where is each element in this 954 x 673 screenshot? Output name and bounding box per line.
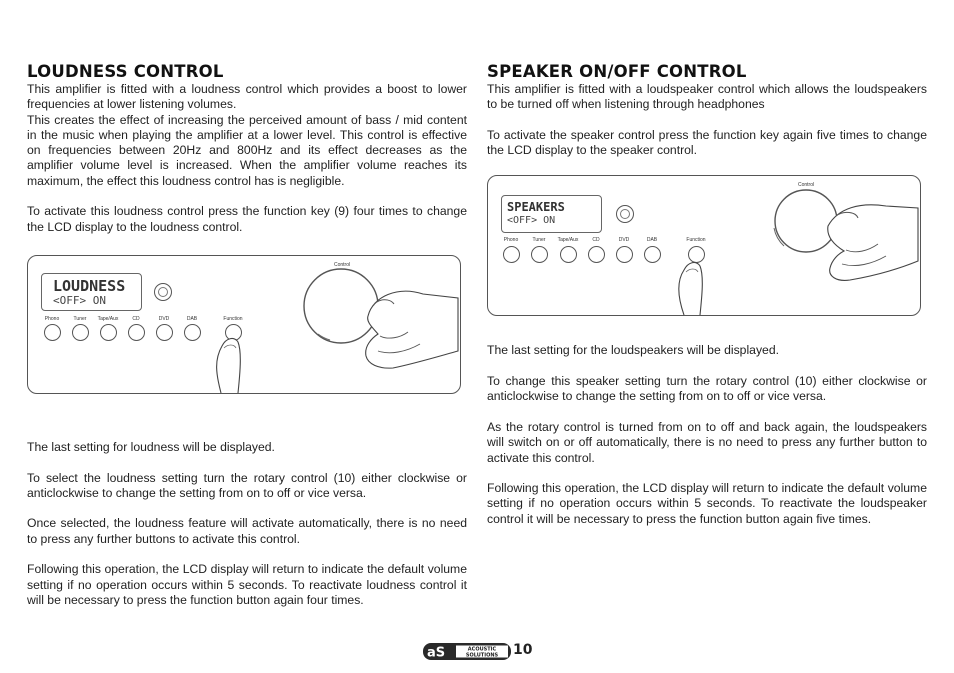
loudness-paragraph-4: The last setting for loudness will be displayed. [27,439,275,454]
speaker-paragraph-4: To change this speaker setting turn the rotary control (10) either clockwise or anticlockwise to change the setting from on to off or vice versa. [487,374,927,404]
loudness-paragraph-5: To select the loudness setting turn the rotary control (10) either clockwise or anticlockwise to change the setting from on to off or vice versa. [27,470,467,500]
loudness-paragraph-1: This amplifier is fitted with a loudness control which provides a boost to lower frequencies at lower listening volumes. [27,82,467,112]
label-dvd: DVD [618,237,630,244]
label-tuner: Tuner [73,315,87,322]
logo-line-1: ACOUSTIC [467,646,497,653]
speaker-section [487,62,927,527]
label-dab: DAB [646,237,658,244]
lcd-line-2: <OFF> ON [53,293,106,307]
label-phono: Phono [503,237,519,244]
acoustic-solutions-logo [423,643,511,660]
hand-on-knob-drawing [488,176,920,315]
page-number: 10 [513,642,533,658]
loudness-paragraph-7: Following this operation, the LCD display will return to indicate the default volume setting if no operation occurs within 5 seconds. To reactivate loudness control it will be necessary to press the function button again four times. [27,562,467,607]
speaker-paragraph-3: The last setting for the loudspeakers will be displayed. [487,343,779,358]
loudness-paragraph-2: This creates the effect of increasing the perceived amount of bass / mid content in the music when playing the amplifier at a lower level. This control is effective on frequencies between 20Hz and 800Hz and its effect decreases as the amplifier volume level is increased. When the amplifier volume reaches its maximum, the effect this loudness control has is negligible. [27,112,467,188]
lcd-line-2: <OFF> ON [507,215,556,227]
speaker-paragraph-6: Following this operation, the LCD display will return to indicate the default volume setting if no operation occurs within 5 seconds. To reactivate the loudspeaker control it will be necessary to press the function button again five times. [487,481,927,526]
label-phono: Phono [44,315,60,322]
label-tape-aux: Tape/Aux [97,315,119,322]
label-function: Function [686,237,706,244]
loudness-section [27,62,467,608]
speaker-panel-illustration [487,175,921,316]
label-function: Function [223,315,243,322]
label-tuner: Tuner [532,237,546,244]
logo-mark: aS [427,645,446,660]
hand-on-knob-drawing [28,256,460,393]
speaker-heading: SPEAKER ON/OFF CONTROL [487,62,747,81]
speaker-paragraph-1: This amplifier is fitted with a loudspeaker control which allows the loudspeakers to be turned off when listening through headphones [487,82,927,112]
speaker-paragraph-5: As the rotary control is turned from on to off and back again, the loudspeakers will switch on or off automatically, there is no need to press any further button to activate this control. [487,419,927,465]
loudness-paragraph-6: Once selected, the loudness feature will activate automatically, there is no need to press any further buttons to activate this control. [27,516,467,546]
label-dvd: DVD [158,315,170,322]
label-cd: CD [592,237,600,244]
speaker-paragraph-2: To activate the speaker control press the function key again five times to change the LCD display to the speaker control. [487,127,927,158]
lcd-line-1: SPEAKERS [507,200,565,215]
label-control: Control [798,182,815,189]
loudness-panel-illustration [27,255,461,394]
loudness-paragraph-3: To activate this loudness control press the function key (9) four times to change the LCD display to the loudness control. [27,204,467,234]
label-control: Control [334,261,351,268]
label-dab: DAB [186,315,198,322]
label-cd: CD [132,315,140,322]
loudness-heading: LOUDNESS CONTROL [27,62,224,81]
label-tape-aux: Tape/Aux [557,237,579,244]
lcd-line-1: LOUDNESS [53,276,126,295]
logo-line-2: SOLUTIONS [465,652,499,659]
